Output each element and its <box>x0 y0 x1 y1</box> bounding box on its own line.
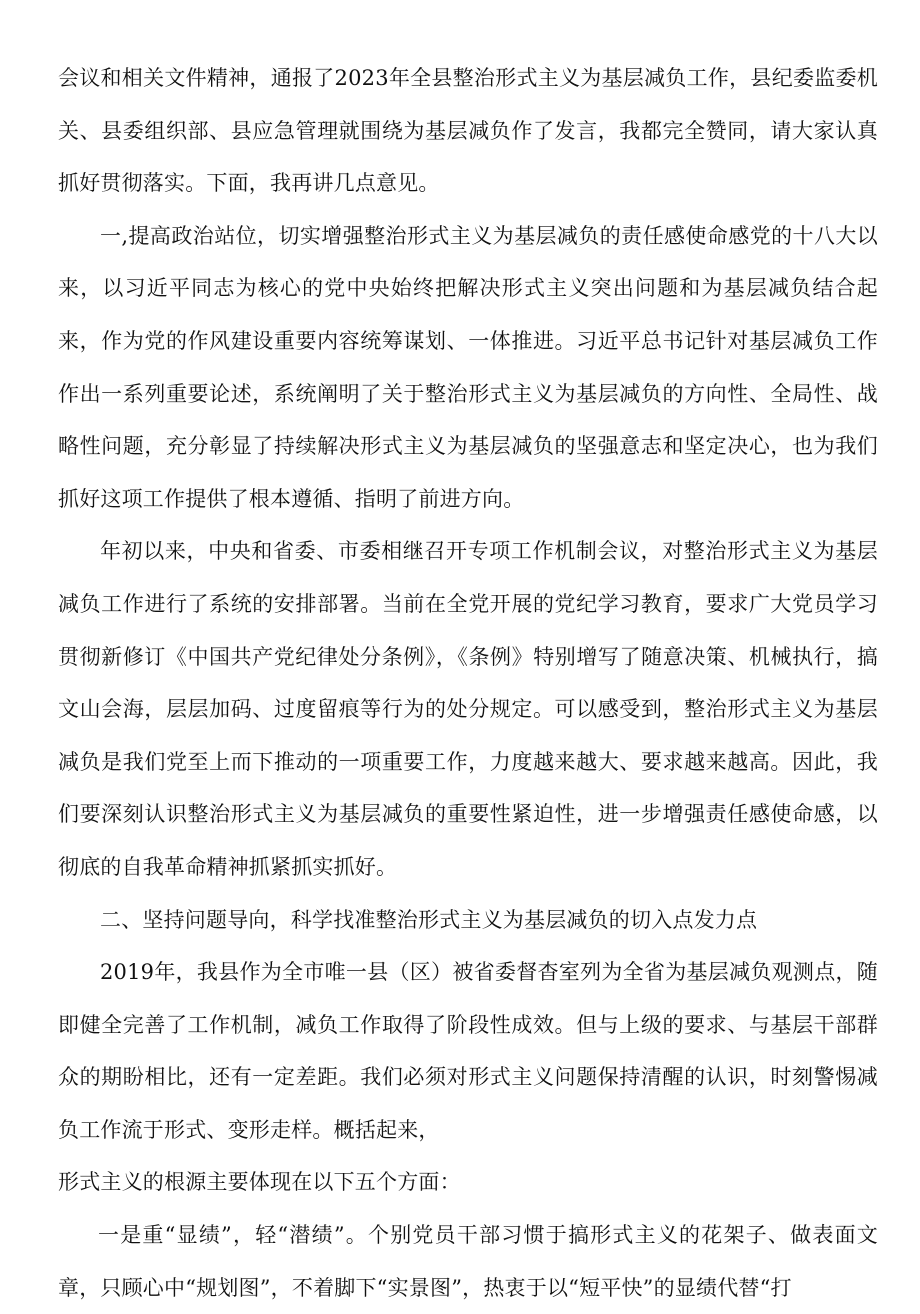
paragraph-point-one: 一是重“显绩”，轻“潜绩”。个别党员干部习惯于搞形式主义的花架子、做表面文章，只顾心中“规划图”，不着脚下“实景图”，热衷于以“短平快”的显绩代替“打 <box>58 1223 878 1300</box>
paragraph-2019: 2019年，我县作为全市唯一县（区）被省委督杳室列为全省为基层减负观测点，随即健全完善了工作机制，减负工作取得了阶段性成效。但与上级的要求、与基层干部群众的期盼相比，还有一定差距。我们必须对形式主义问题保持清醒的认识，时刻警惕减负工作流于形式、变形走样。概括起来， <box>58 960 878 1142</box>
paragraph-section-one: 一,提高政治站位，切实增强整治形式主义为基层减负的责任感使命感党的十八大以来，以习近平同志为核心的党中央始终把解决形式主义突出问题和为基层减负结合起来，作为党的作风建设重要内容统筹谋划、一体推进。习近平总书记针对基层减负工作作出一系列重要论述，系统阐明了关于整治形式主义为基层减负的方向性、全局性、战略性问题，充分彰显了持续解决形式主义为基层减负的坚强意志和坚定决心，也为我们抓好这项工作提供了根本遵循、指明了前进方向。 <box>58 223 878 511</box>
paragraph-year-start: 年初以来，中央和省委、市委相继召开专项工作机制会议，对整治形式主义为基层减负工作进行了系统的安排部署。当前在全党开展的党纪学习教育，要求广大党员学习贯彻新修订《中国共产党纪律处分条例》，《条例》特别增写了随意决策、机械执行，搞文山会海，层层加码、过度留痕等行为的处分规定。可以感受到，整治形式主义为基层减负是我们党至上而下推动的一项重要工作，力度越来越大、要求越来越高。因此，我们要深刻认识整治形式主义为基层减负的重要性紧迫性，进一步增强责任感使命感，以彻底的自我革命精神抓紧抓实抓好。 <box>58 539 878 879</box>
heading-section-two: 二、坚持问题导向，科学找准整治形式主义为基层减负的切入点发力点 <box>100 907 758 932</box>
document-page <box>58 52 878 1314</box>
paragraph-opening: 会议和相关文件精神，通报了2023年全县整治形式主义为基层减负工作，县纪委监委机关、县委组织部、县应急管理就围绕为基层减负作了发言，我都完全赞同，请大家认真抓好贯彻落实。下面，我再讲几点意见。 <box>58 66 878 196</box>
paragraph-five-aspects: 形式主义的根源主要体现在以下五个方面： <box>58 1170 461 1195</box>
